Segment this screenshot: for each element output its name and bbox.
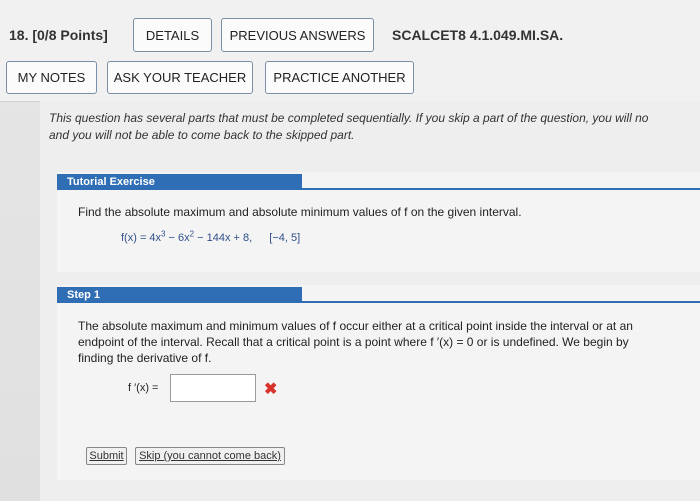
step-1-header: Step 1: [57, 287, 302, 303]
details-button[interactable]: DETAILS: [133, 18, 212, 52]
tutorial-exercise-header: Tutorial Exercise: [57, 174, 302, 190]
question-id: SCALCET8 4.1.049.MI.SA.: [392, 27, 564, 43]
step-divider: [302, 301, 700, 303]
submit-button[interactable]: Submit: [86, 447, 127, 465]
derivative-label: f ′(x) =: [128, 382, 159, 394]
question-header: [0, 0, 700, 102]
x-mark-icon: ✖: [264, 381, 278, 398]
ask-your-teacher-button[interactable]: ASK YOUR TEACHER: [107, 61, 253, 94]
tutorial-divider: [302, 188, 700, 190]
derivative-answer-input[interactable]: [170, 374, 256, 402]
my-notes-button[interactable]: MY NOTES: [6, 61, 97, 94]
instruction-text: Find the absolute maximum and absolute minimum values of f on the given interval.: [78, 205, 522, 219]
interval: [−4, 5]: [269, 232, 301, 244]
previous-answers-button[interactable]: PREVIOUS ANSWERS: [221, 18, 374, 52]
function-definition: $f(x) = 4x^3 - 6x^2 - 144x + 8$, [−4, 5]: [121, 229, 301, 244]
practice-another-button[interactable]: PRACTICE ANOTHER: [265, 61, 414, 94]
step-explanation: The absolute maximum and minimum values of f occur either at a critical point inside the interval or at an endpoint of the interval. Recall that a critical point is a point where f ′(x) = 0 or is undefined. We begin by finding the derivative of f.: [78, 319, 633, 365]
points-label: [0/8 Points]: [32, 27, 108, 43]
instructions-text: This question has several parts that must be completed sequentially. If you skip a part of the question, you will no and you will not be able to come back to the skipped part.: [49, 111, 649, 142]
skip-button[interactable]: Skip (you cannot come back): [135, 447, 285, 465]
question-number: 18. [0/8 Points]: [9, 27, 108, 43]
